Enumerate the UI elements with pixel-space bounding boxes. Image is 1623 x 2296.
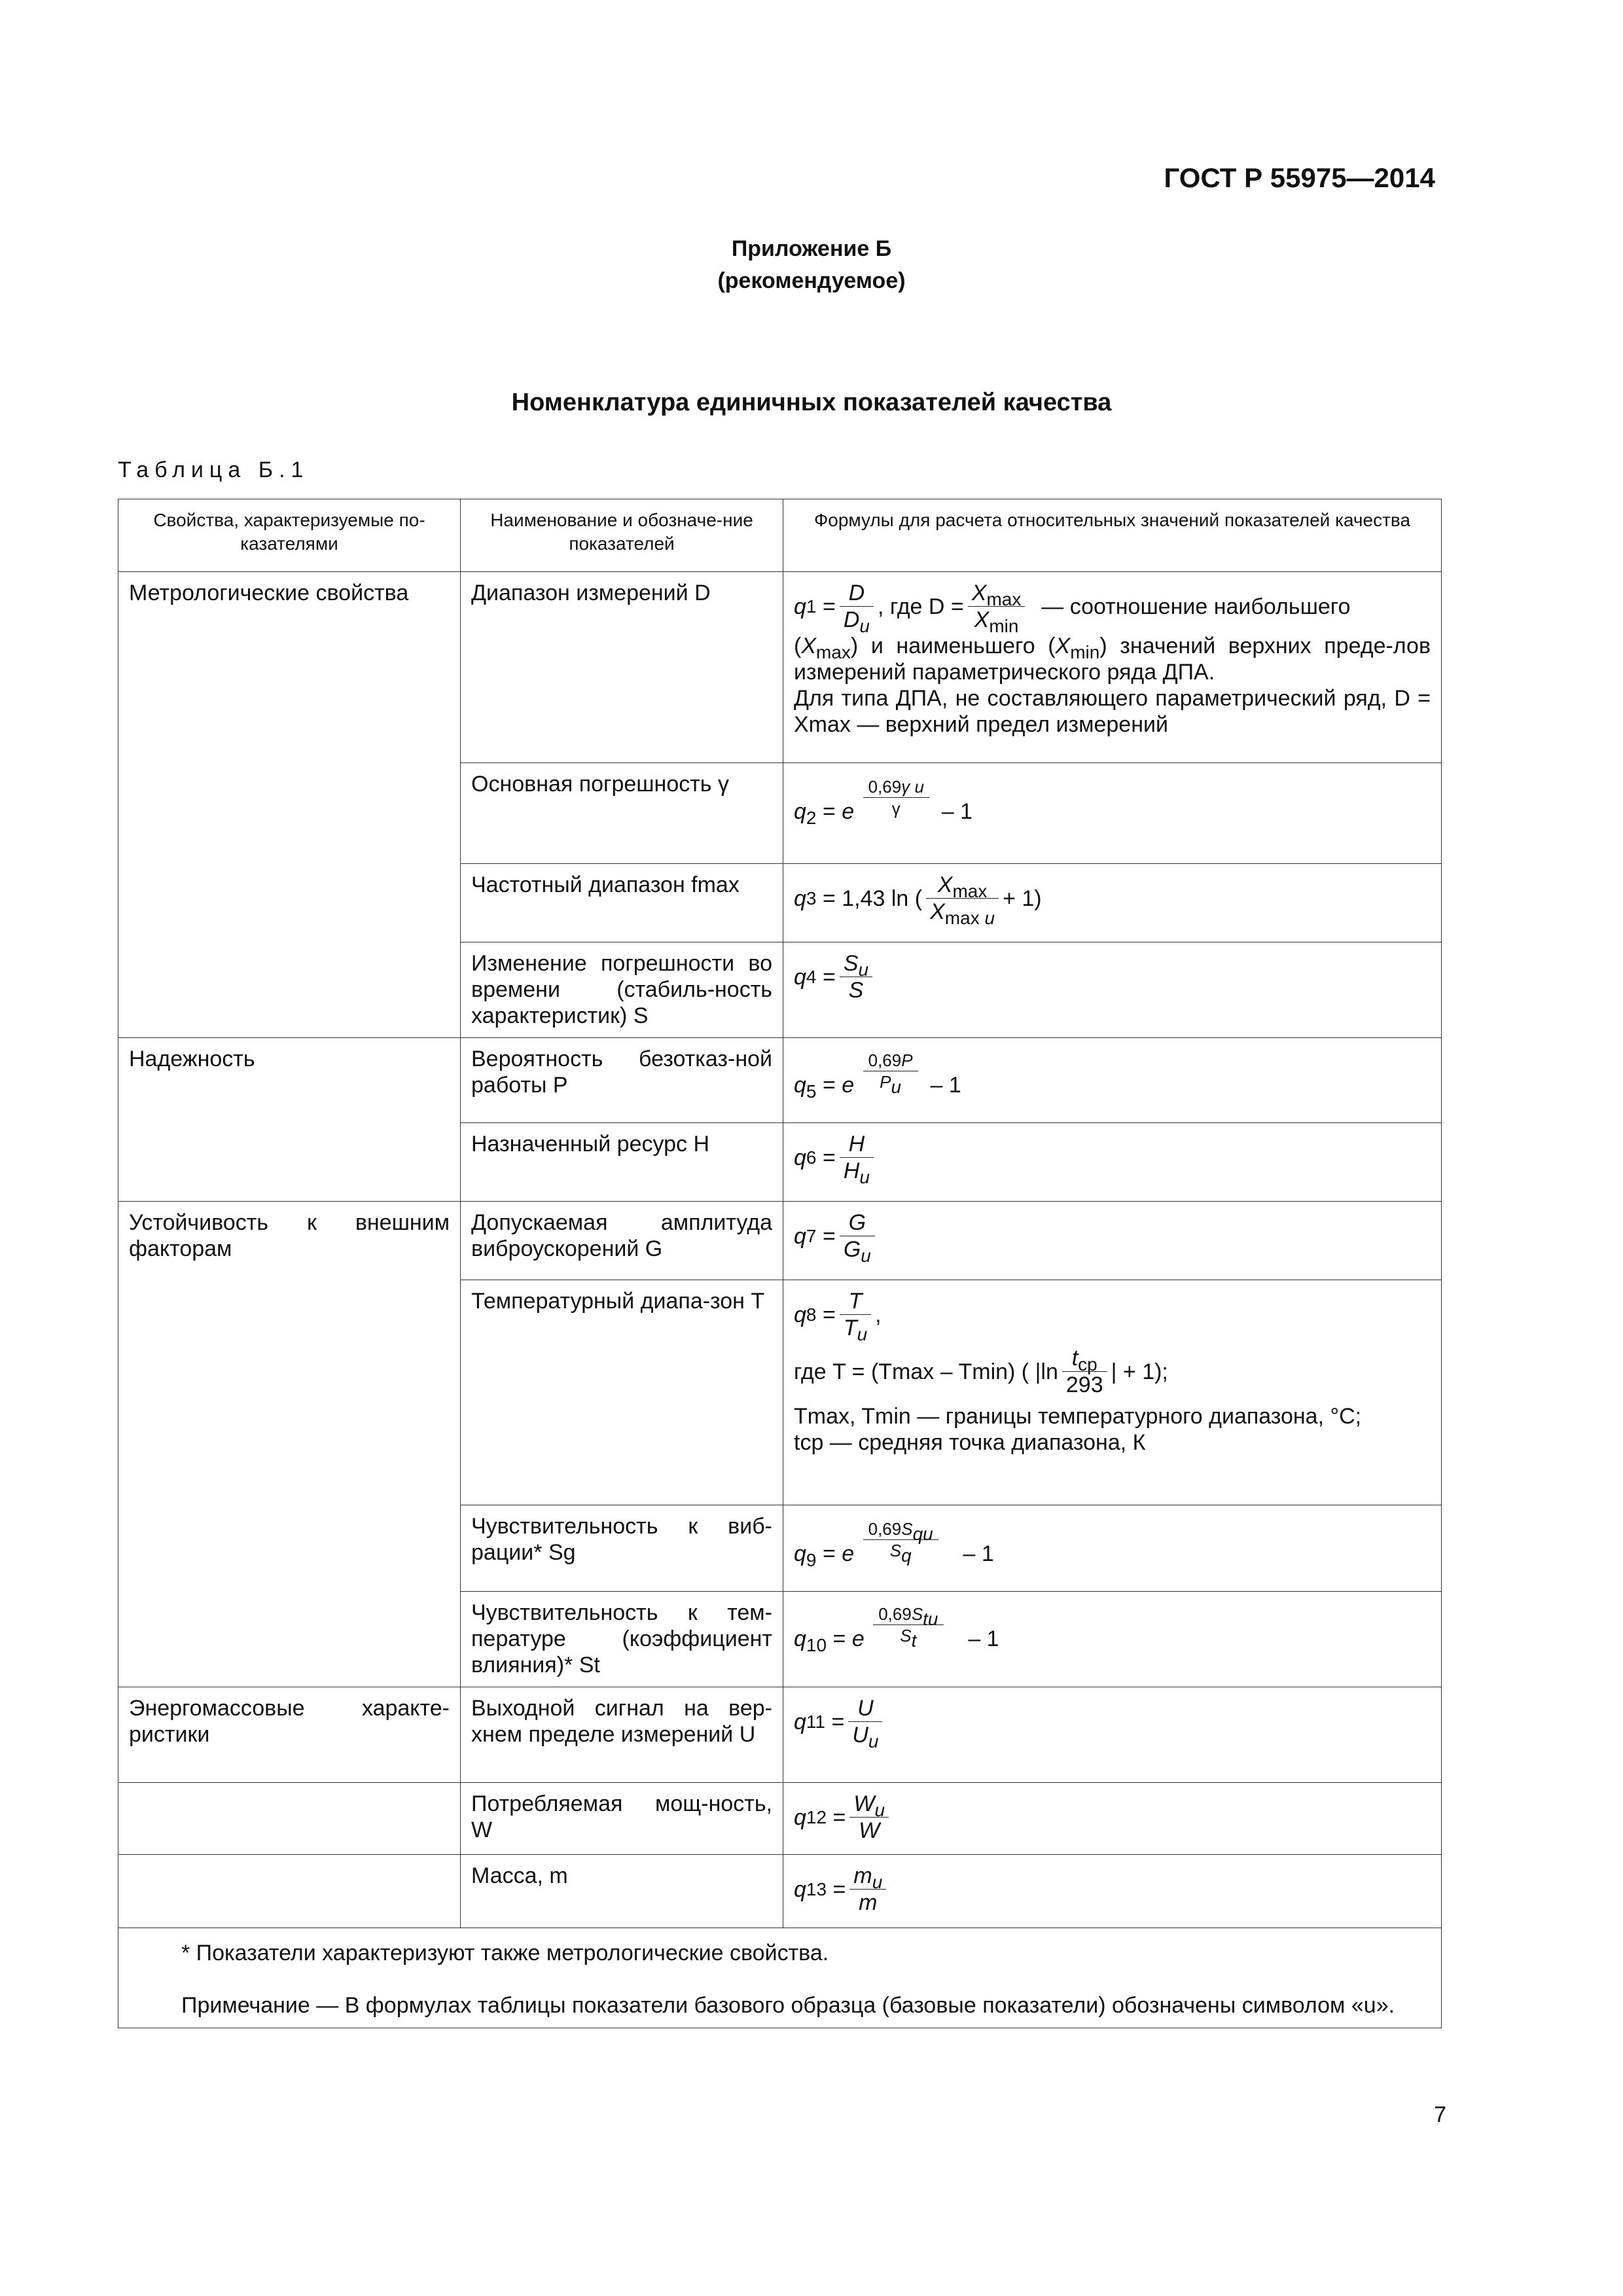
formula-q12: q 12 = $\frac{W_u}{W}$ [783,1783,1442,1855]
formula-q8: q 8 = $\frac{T}{T_u}$ , где T = (Tmax – Tmin) ( |ln $\frac{t_{ср}}{293}$ | + 1); Tmax, Tmin — границы температурного диапазона, °С; tср — средняя точка диапазона, К [783,1280,1442,1505]
indicator-stability: Изменение погрешности во времени (стабиль-ность характеристик) S [461,942,783,1038]
indicator-frequency-range: Частотный диапазон fmax [461,864,783,942]
group-energy-mass: Энергомассовые характе-ристики [118,1687,461,1783]
formula-q2: $q_2 = e$ $\frac{\text{0,69γ u}}{\gamma}$ – 1 [783,763,1442,864]
formula-q3: q 3 = 1,43 ln ( $\frac{X_{max}}{X_{max u}}$ + 1) [783,864,1442,942]
table-row [118,1038,1442,1123]
table-row [118,1687,1442,1783]
page-number: 7 [1434,2102,1446,2127]
document-title: Номенклатура единичных показателей качества [511,389,1112,416]
formula-q10: $q_{10} = e$ $0,69S_{tu}$ $S_t$ – 1 [783,1592,1442,1687]
group-external-factors: Устойчивость к внешним факторам [118,1202,461,1687]
indicator-resource: Назначенный ресурс H [461,1123,783,1202]
table-header-row [118,499,1442,572]
indicator-range: Диапазон измерений D [461,572,783,763]
indicator-basic-error: Основная погрешность γ [461,763,783,864]
formula-q1: q 1 = $\frac{D}{D_u}$ , где D = $\frac{X_{max}}{X_{min}}$ — соотношение наибольшего $(X_{max})$ и наименьшего $(X_{min})$ значений верхних преде-лов измерений параметрического ряда ДПА. Для типа ДПА, не составляющего параметрический ряд, D = Xmax — верхний предел измерений [783,572,1442,763]
formula-q6: q 6 = $\frac{H}{H_u}$ [783,1123,1442,1202]
footnote: * Показатели характеризуют также метрологические свойства. [181,1941,829,1965]
formula-q11: q 11 = $\frac{U}{U_u}$ [783,1687,1442,1783]
group-reliability: Надежность [118,1038,461,1202]
header-formulas: Формулы для расчета относительных значений показателей качества [783,499,1442,572]
formula-q9: $q_9 = e$ $0,69S_{qu}$ $S_q$ – 1 [783,1505,1442,1592]
header-indicators: Наименование и обозначе-ние показателей [461,499,783,572]
appendix-status: (рекомендуемое) [717,268,906,293]
formula-q5: $q_5 = e$ $\frac{0,69P}{P_u}$ – 1 [783,1038,1442,1123]
table-row [118,1783,1442,1855]
indicator-vibration-sensitivity: Чувствительность к виб-рации* Sg [461,1505,783,1592]
table-footer-row [118,1928,1442,2028]
indicator-temperature-range: Температурный диапа-зон T [461,1280,783,1505]
group-metrological: Метрологические свойства [118,572,461,1038]
indicator-power: Потребляемая мощ-ность, W [461,1783,783,1855]
table-caption: Таблица Б.1 [118,457,310,482]
fraction: $\frac{D}{D_u}$ [840,580,874,633]
group-empty [118,1855,461,1928]
formula-q4: q 4 = $\frac{S_u}{S}$ [783,942,1442,1038]
appendix-heading [0,233,1623,297]
standard-number: ГОСТ Р 55975—2014 [1164,162,1435,193]
fraction: $\frac{X_{max}}{X_{min}}$ [968,580,1026,633]
appendix-label: Приложение Б [731,236,892,261]
table-row [118,572,1442,763]
indicator-mass: Масса, m [461,1855,783,1928]
quality-indicators-table [118,499,1442,2028]
formula-q7: q 7 = $\frac{G}{G_u}$ [783,1202,1442,1280]
indicator-output-signal: Выходной сигнал на вер-хнем пределе измерений U [461,1687,783,1783]
table-row [118,1202,1442,1280]
group-empty [118,1783,461,1855]
table-note: Примечание — В формулах таблицы показатели базового образца (базовые показатели) обозначены символом «u». [181,1993,1395,2018]
table-row [118,1855,1442,1928]
indicator-reliability-probability: Вероятность безотказ-ной работы P [461,1038,783,1123]
indicator-temperature-sensitivity: Чувствительность к тем-пературе (коэффициент влияния)* St [461,1592,783,1687]
formula-q13: q 13 = $\frac{m_u}{m}$ [783,1855,1442,1928]
indicator-vibration-amplitude: Допускаемая амплитуда виброускорений G [461,1202,783,1280]
header-properties: Свойства, характеризуемые по-казателями [118,499,461,572]
